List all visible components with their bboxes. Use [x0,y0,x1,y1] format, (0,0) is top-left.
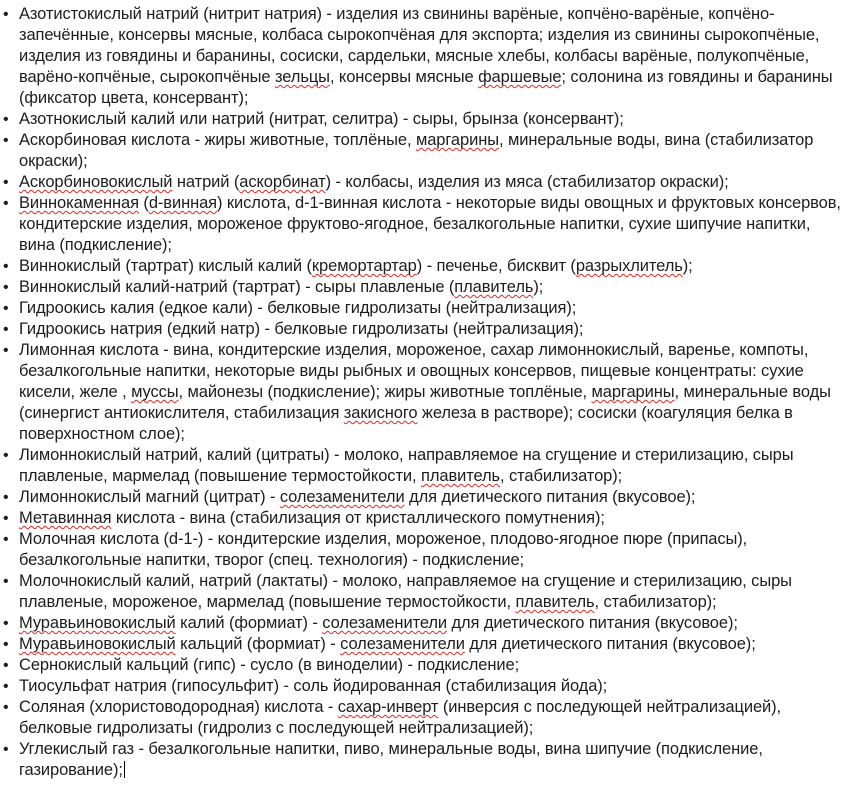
list-item [0,634,850,655]
list-item [0,655,850,676]
misspelled-word: зельцы [274,68,330,86]
text-segment: , майонезы (подкисление); жиры животные топлёные, [178,383,592,401]
text-cursor [124,761,126,778]
list-item [0,613,850,634]
text-segment: ) - колбасы, изделия из мяса (стабилизатор окраски); [325,173,729,191]
text-segment: ) - печенье, бисквит ( [416,257,576,275]
misspelled-word: муссы [131,383,179,401]
list-item [0,193,850,256]
misspelled-word: солезаменители [279,488,405,506]
text-segment: , минеральные воды (синергист антиокислителя, стабилизация [19,383,831,422]
text-segment: Гидроокись калия (едкое кали) - белковые гидролизаты (нейтрализация); [19,299,577,317]
text-segment: Азотистокислый натрий (нитрит натрия) - изделия из свинины варёные, копчёно-варёные, копчёно-запечённые, консервы мясные, колбаса сырокопчёная для экспорта; изделия из свинины сырокопчёные, изделия из говядины и баранины, сосиски, сардельки, мясные хлебы, колбасы варёные, полукопчёные, варёно-копчёные, сырокопчёные [19,5,820,86]
list-item [0,298,850,319]
misspelled-word: солезаменители [322,614,448,632]
text-segment: Лимоннокислый магний (цитрат) - [19,488,280,506]
list-item [0,130,850,172]
list-item [0,277,850,298]
text-segment: Лимоннокислый натрий, калий (цитраты) - молоко, направляемое на сгущение и стерилизацию, сыры плавленые, мармелад (повышение термостойкости, [19,446,794,485]
misspelled-word: Муравьиновокислый [19,614,176,632]
text-segment: Молочнокислый калий, натрий (лактаты) - молоко, направляемое на сгущение и стерилизацию, сыры плавленые, мороженое, мармелад (повышение термостойкости, [19,572,792,611]
misspelled-word: аскорбинат [239,173,326,191]
text-segment: железа в растворе); сосиски (коагуляция белка в поверхностном слое); [19,404,793,443]
text-segment: для диетического питания (вкусовое); [447,614,738,632]
list-item [0,109,850,130]
text-segment: (инверсия с последующей нейтрализацией), белковые гидролизаты (гидролиз с последующей нейтрализацией); [19,698,782,737]
misspelled-word: плавитель [421,467,501,485]
text-segment: калий (формиат) - [175,614,323,632]
list-item [0,487,850,508]
misspelled-word: Муравьиновокислый [19,635,176,653]
text-segment: , минеральные воды, вина (стабилизатор окраски); [19,131,814,170]
text-segment: ); [682,257,693,275]
list-item [0,4,850,109]
list-item [0,340,850,445]
list-item [0,319,850,340]
misspelled-word: кремортартар [311,257,417,275]
misspelled-word: плавитель [515,593,595,611]
misspelled-word: d-винная [148,194,218,212]
misspelled-word: фаршевые [478,68,562,86]
text-segment: кальций (формиат) - [175,635,341,653]
text-segment: Сернокислый кальций (гипс) - сусло (в виноделии) - подкисление; [19,656,520,674]
text-segment: , стабилизатор); [500,467,623,485]
text-segment: ) кислота, d-1-винная кислота - некоторые виды овощных и фруктовых консервов, кондитерские изделия, мороженое фруктово-ягодное, безалкогольные напитки, сухие шипучие напитки, вина (подкисление); [19,194,841,254]
list-item [0,256,850,277]
list-item [0,529,850,571]
misspelled-word: Метавинная [19,509,112,527]
misspelled-word: сахар-инверт [337,698,439,716]
text-segment: Углекислый газ - безалкогольные напитки, пиво, минеральные воды, вина шипучие (подкисление, газирование); [19,740,763,779]
text-segment: Виннокислый калий-натрий (тартрат) - сыры плавленые ( [19,278,455,296]
text-segment: кислота - вина (стабилизация от кристаллического помутнения); [111,509,605,527]
list-item [0,739,850,781]
text-segment: ; солонина из говядины и баранины (фиксатор цвета, консервант); [19,68,833,107]
list-item [0,676,850,697]
text-segment: Виннокислый (тартрат) кислый калий ( [19,257,312,275]
text-segment: Тиосульфат натрия (гипосульфит) - соль йодированная (стабилизация йода); [19,677,608,695]
text-segment: Аскорбиновая кислота - жиры животные, топлёные, [19,131,416,149]
misspelled-word: Аскорбиновокислый [19,173,173,191]
list-item [0,445,850,487]
misspelled-word: маргарины [591,383,675,401]
list-item [0,172,850,193]
text-segment: ( [138,194,149,212]
text-segment: Молочная кислота (d-1-) - кондитерские изделия, мороженое, плодово-ягодное пюре (припасы), безалкогольные напитки, творог (спец. технология) - подкисление; [19,530,748,569]
misspelled-word: плавитель [454,278,534,296]
misspelled-word: Виннокаменная [19,194,139,212]
text-segment: Гидроокись натрия (едкий натр) - белковые гидролизаты (нейтрализация); [19,320,584,338]
text-segment: Соляная (хлористоводородная) кислота - [19,698,338,716]
text-segment: , консервы мясные [329,68,479,86]
text-segment: Лимонная кислота - вина, кондитерские изделия, мороженое, сахар лимоннокислый, варенье, компоты, безалкогольные напитки, некоторые виды рыбных и овощных консервов, пищевые концентраты: сухие кисели, желе , [19,341,809,401]
text-segment: натрий ( [172,173,240,191]
misspelled-word: разрыхлитель [575,257,683,275]
list-item [0,508,850,529]
list-item [0,571,850,613]
text-segment: ); [533,278,544,296]
text-segment: Азотнокислый калий или натрий (нитрат, селитра) - сыры, брынза (консервант); [19,110,624,128]
text-segment: , стабилизатор); [594,593,717,611]
list-item [0,697,850,739]
misspelled-word: закисного [343,404,418,422]
misspelled-word: солезаменители [340,635,465,653]
text-segment: для диетического питания (вкусовое); [464,635,756,653]
misspelled-word: маргарины [415,131,499,149]
text-segment: для диетического питания (вкусовое); [404,488,696,506]
